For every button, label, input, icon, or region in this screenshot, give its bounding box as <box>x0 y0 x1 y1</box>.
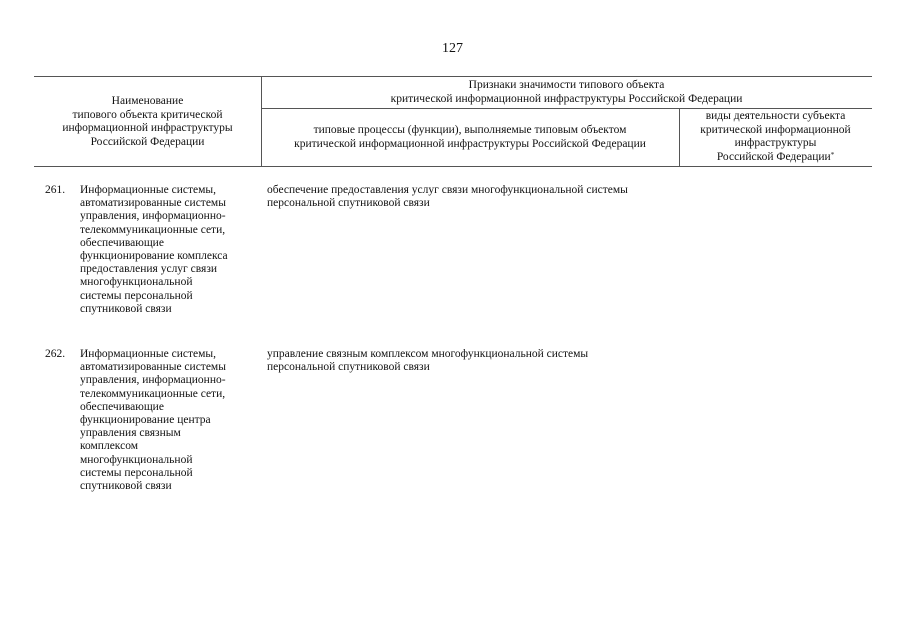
header-bottom-rule <box>34 166 872 167</box>
header-significance-group: Признаки значимости типового объекта критической информационной инфраструктуры Российской Федерации <box>390 79 743 105</box>
header-name-column: Наименование типового объекта критической информационной инфраструктуры Российской Федерации <box>62 95 233 148</box>
object-name-cell: Информационные системы, автоматизированные системы управления, информационно- телекоммуникационные сети, обеспечивающие функционирование комплекса предоставления услуг связи многофункциональной системы персональной спутниковой связи <box>80 184 228 315</box>
footnote-mark: * <box>830 150 835 159</box>
header-processes-column: типовые процессы (функции), выполняемые типовым объектом критической информационной инфраструктуры Российской Федерации <box>294 124 646 150</box>
object-name-cell: Информационные системы, автоматизированные системы управления, информационно- телекоммуникационные сети, обеспечивающие функционирование центра управления связным комплексом многофункциональной системы персональной спутниковой связи <box>80 348 226 493</box>
row-number: 261. <box>45 184 66 196</box>
header-activities-column <box>679 110 872 164</box>
process-cell: управление связным комплексом многофункциональной системы персональной спутниковой связи <box>267 348 589 374</box>
page-number: 127 <box>442 41 463 56</box>
header-activities-text: виды деятельности субъекта критической информационной инфраструктуры Российской Федерации <box>700 110 851 163</box>
process-cell: обеспечение предоставления услуг связи многофункциональной системы персональной спутниковой связи <box>267 184 628 210</box>
table-top-rule <box>34 76 872 77</box>
group-header-rule <box>261 108 872 109</box>
row-number: 262. <box>45 348 66 360</box>
